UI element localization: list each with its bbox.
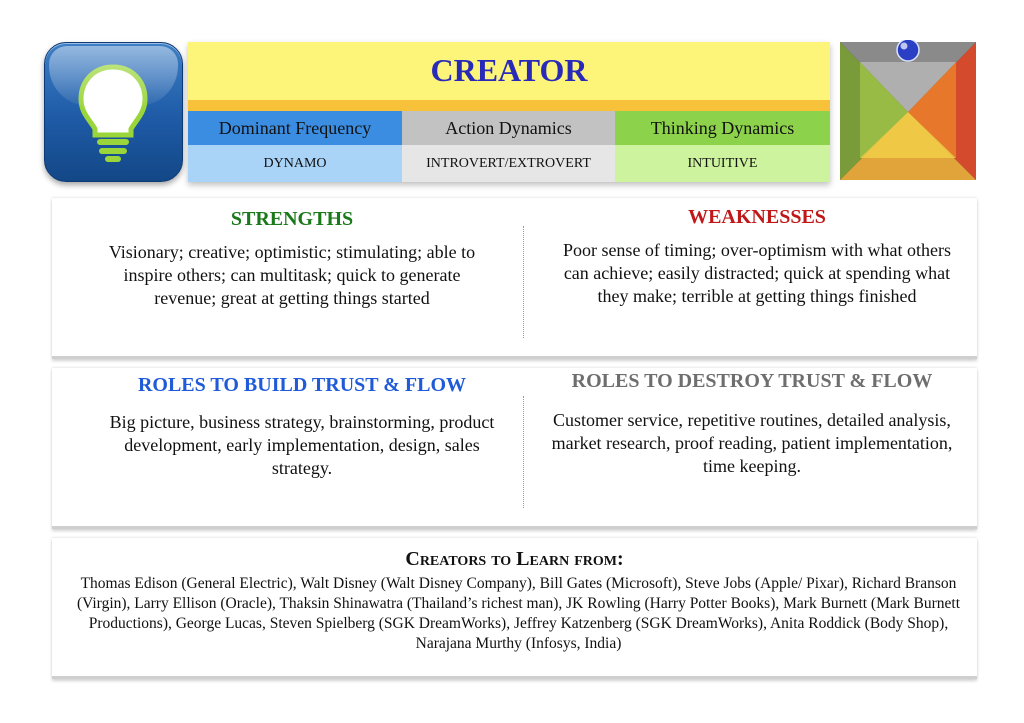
strengths-section xyxy=(92,208,492,310)
build-roles-heading: ROLES TO BUILD TRUST & FLOW xyxy=(137,374,467,396)
pyramid-icon xyxy=(840,40,976,180)
dominant-frequency-label: Dominant Frequency xyxy=(188,111,402,145)
learn-from-text: Thomas Edison (General Electric), Walt Disney (Walt Disney Company), Bill Gates (Microsoft), Steve Jobs (Apple/ Pixar), Richard Branson (Virgin), Larry Ellison (Oracle), Thaksin Shinawatra (Thailand’s richest man), JK Rowling (Harry Potter Books), Mark Burnett (Mark Burnett Productions), George Lucas, Steven Spielberg (SGK DreamWorks), Jeffrey Katzenberg (SGK DreamWorks), Anita Roddick (Body Shop), Narajana Murthy (Infosys, India) xyxy=(76,575,961,652)
thinking-dynamics-value: INTUITIVE xyxy=(615,145,830,182)
weaknesses-heading: WEAKNESSES xyxy=(688,206,826,228)
title-bar xyxy=(188,42,830,100)
learn-from-heading: Creators to Learn from: xyxy=(405,548,624,570)
roles-panel xyxy=(52,368,977,529)
header-panel xyxy=(188,42,830,182)
destroy-roles-section xyxy=(537,370,967,478)
page-title: CREATOR xyxy=(430,52,588,88)
destroy-roles-text: Customer service, repetitive routines, detailed analysis, market research, proof reading, patient implementation, time keeping. xyxy=(551,410,953,476)
destroy-roles-heading: ROLES TO DESTROY TRUST & FLOW xyxy=(571,370,933,392)
column-divider xyxy=(523,226,524,338)
weaknesses-section xyxy=(557,206,957,308)
frequency-labels-row xyxy=(188,111,830,145)
learn-from-panel xyxy=(52,538,977,679)
strengths-weaknesses-panel xyxy=(52,198,977,359)
weaknesses-text: Poor sense of timing; over-optimism with what others can achieve; easily distracted; quick at spending what they make; terrible at getting things finished xyxy=(562,240,952,306)
lightbulb-icon xyxy=(44,42,183,182)
action-dynamics-value: INTROVERT/EXTROVERT xyxy=(402,145,615,182)
accent-strip xyxy=(188,100,830,111)
column-divider xyxy=(523,396,524,508)
strengths-heading: STRENGTHS xyxy=(230,208,354,230)
frequency-values-row xyxy=(188,145,830,182)
build-roles-section xyxy=(92,374,512,480)
strengths-text: Visionary; creative; optimistic; stimulating; able to inspire others; can multitask; quick to generate revenue; great at getting things started xyxy=(108,242,476,308)
build-roles-text: Big picture, business strategy, brainstorming, product development, early implementation, design, sales strategy. xyxy=(109,412,495,478)
dominant-frequency-value: DYNAMO xyxy=(188,145,402,182)
thinking-dynamics-label: Thinking Dynamics xyxy=(615,111,830,145)
action-dynamics-label: Action Dynamics xyxy=(402,111,615,145)
